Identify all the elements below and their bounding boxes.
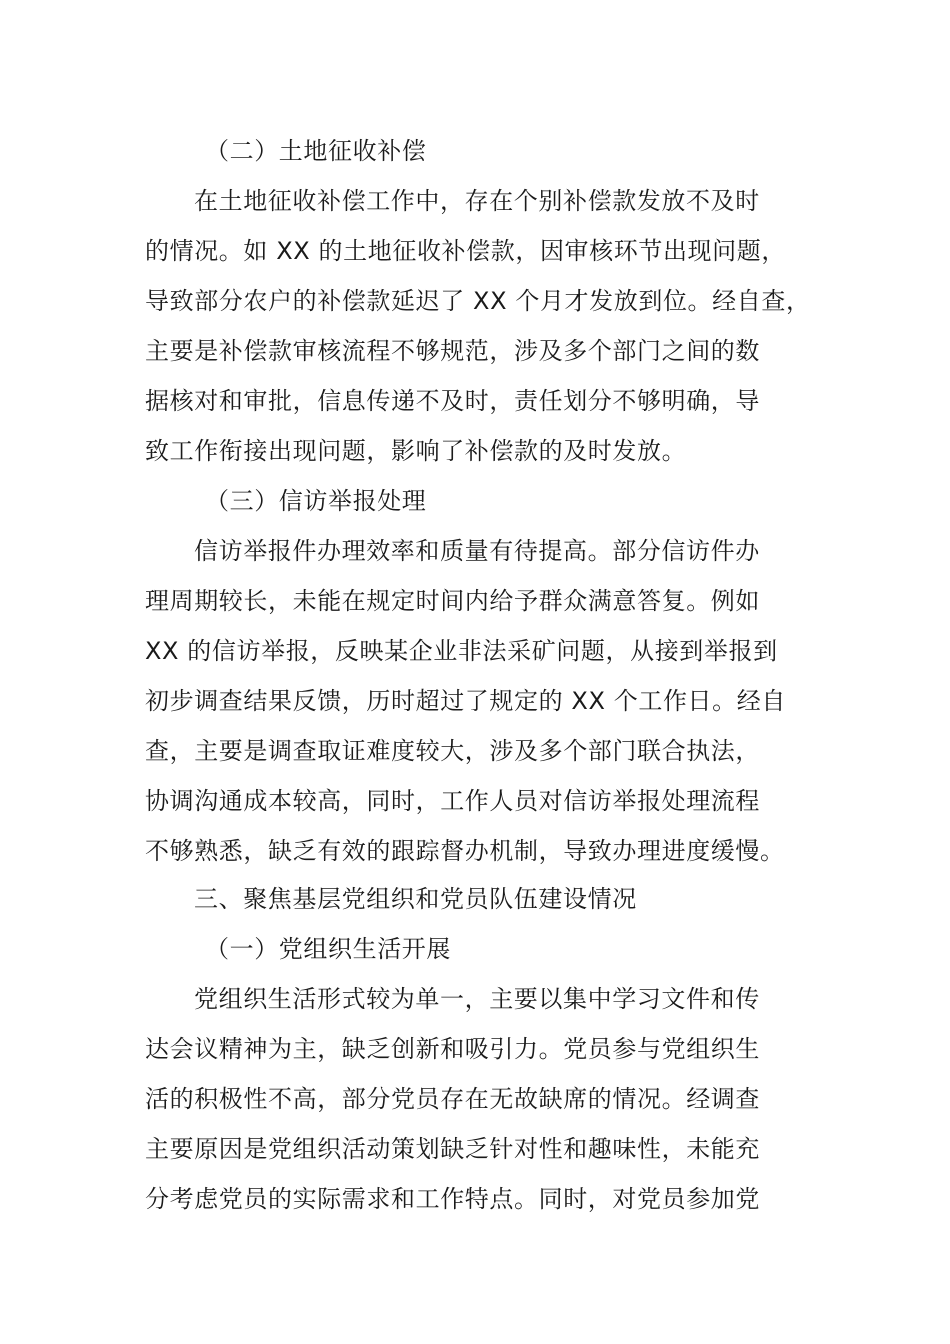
paragraph-line: 达会议精神为主，缺乏创新和吸引力。党员参与党组织生 [145, 1035, 760, 1063]
section-heading-petition-handling: （三）信访举报处理 [205, 487, 427, 515]
paragraph-line: 协调沟通成本较高，同时，工作人员对信访举报处理流程 [145, 787, 760, 815]
paragraph-line: 分考虑党员的实际需求和工作特点。同时，对党员参加党 [145, 1185, 760, 1213]
section-heading-land-compensation: （二）土地征收补偿 [205, 137, 427, 165]
paragraph-line: 初步调查结果反馈，历时超过了规定的 XX 个工作日。经自 [145, 687, 786, 715]
section-heading-party-life: （一）党组织生活开展 [205, 935, 451, 963]
chapter-title-party-building: 三、聚焦基层党组织和党员队伍建设情况 [194, 885, 637, 913]
paragraph-line: 致工作衔接出现问题，影响了补偿款的及时发放。 [145, 437, 687, 465]
paragraph-line: 信访举报件办理效率和质量有待提高。部分信访件办 [194, 537, 760, 565]
paragraph-line: 据核对和审批，信息传递不及时，责任划分不够明确，导 [145, 387, 760, 415]
paragraph-line: 查，主要是调查取证难度较大，涉及多个部门联合执法， [145, 737, 760, 765]
paragraph-line: 不够熟悉，缺乏有效的跟踪督办机制，导致办理进度缓慢。 [145, 837, 785, 865]
paragraph-line: 在土地征收补偿工作中，存在个别补偿款发放不及时 [194, 187, 760, 215]
paragraph-line: 导致部分农户的补偿款延迟了 XX 个月才发放到位。经自查， [145, 287, 811, 315]
paragraph-line: 活的积极性不高，部分党员存在无故缺席的情况。经调查 [145, 1085, 760, 1113]
paragraph-line: 主要是补偿款审核流程不够规范，涉及多个部门之间的数 [145, 337, 760, 365]
paragraph-line: 理周期较长，未能在规定时间内给予群众满意答复。例如 [145, 587, 760, 615]
paragraph-line: 的情况。如 XX 的土地征收补偿款，因审核环节出现问题， [145, 237, 786, 265]
paragraph-line: 主要原因是党组织活动策划缺乏针对性和趣味性，未能充 [145, 1135, 760, 1163]
paragraph-line: 党组织生活形式较为单一，主要以集中学习文件和传 [194, 985, 760, 1013]
paragraph-line: XX 的信访举报，反映某企业非法采矿问题，从接到举报到 [145, 637, 778, 665]
